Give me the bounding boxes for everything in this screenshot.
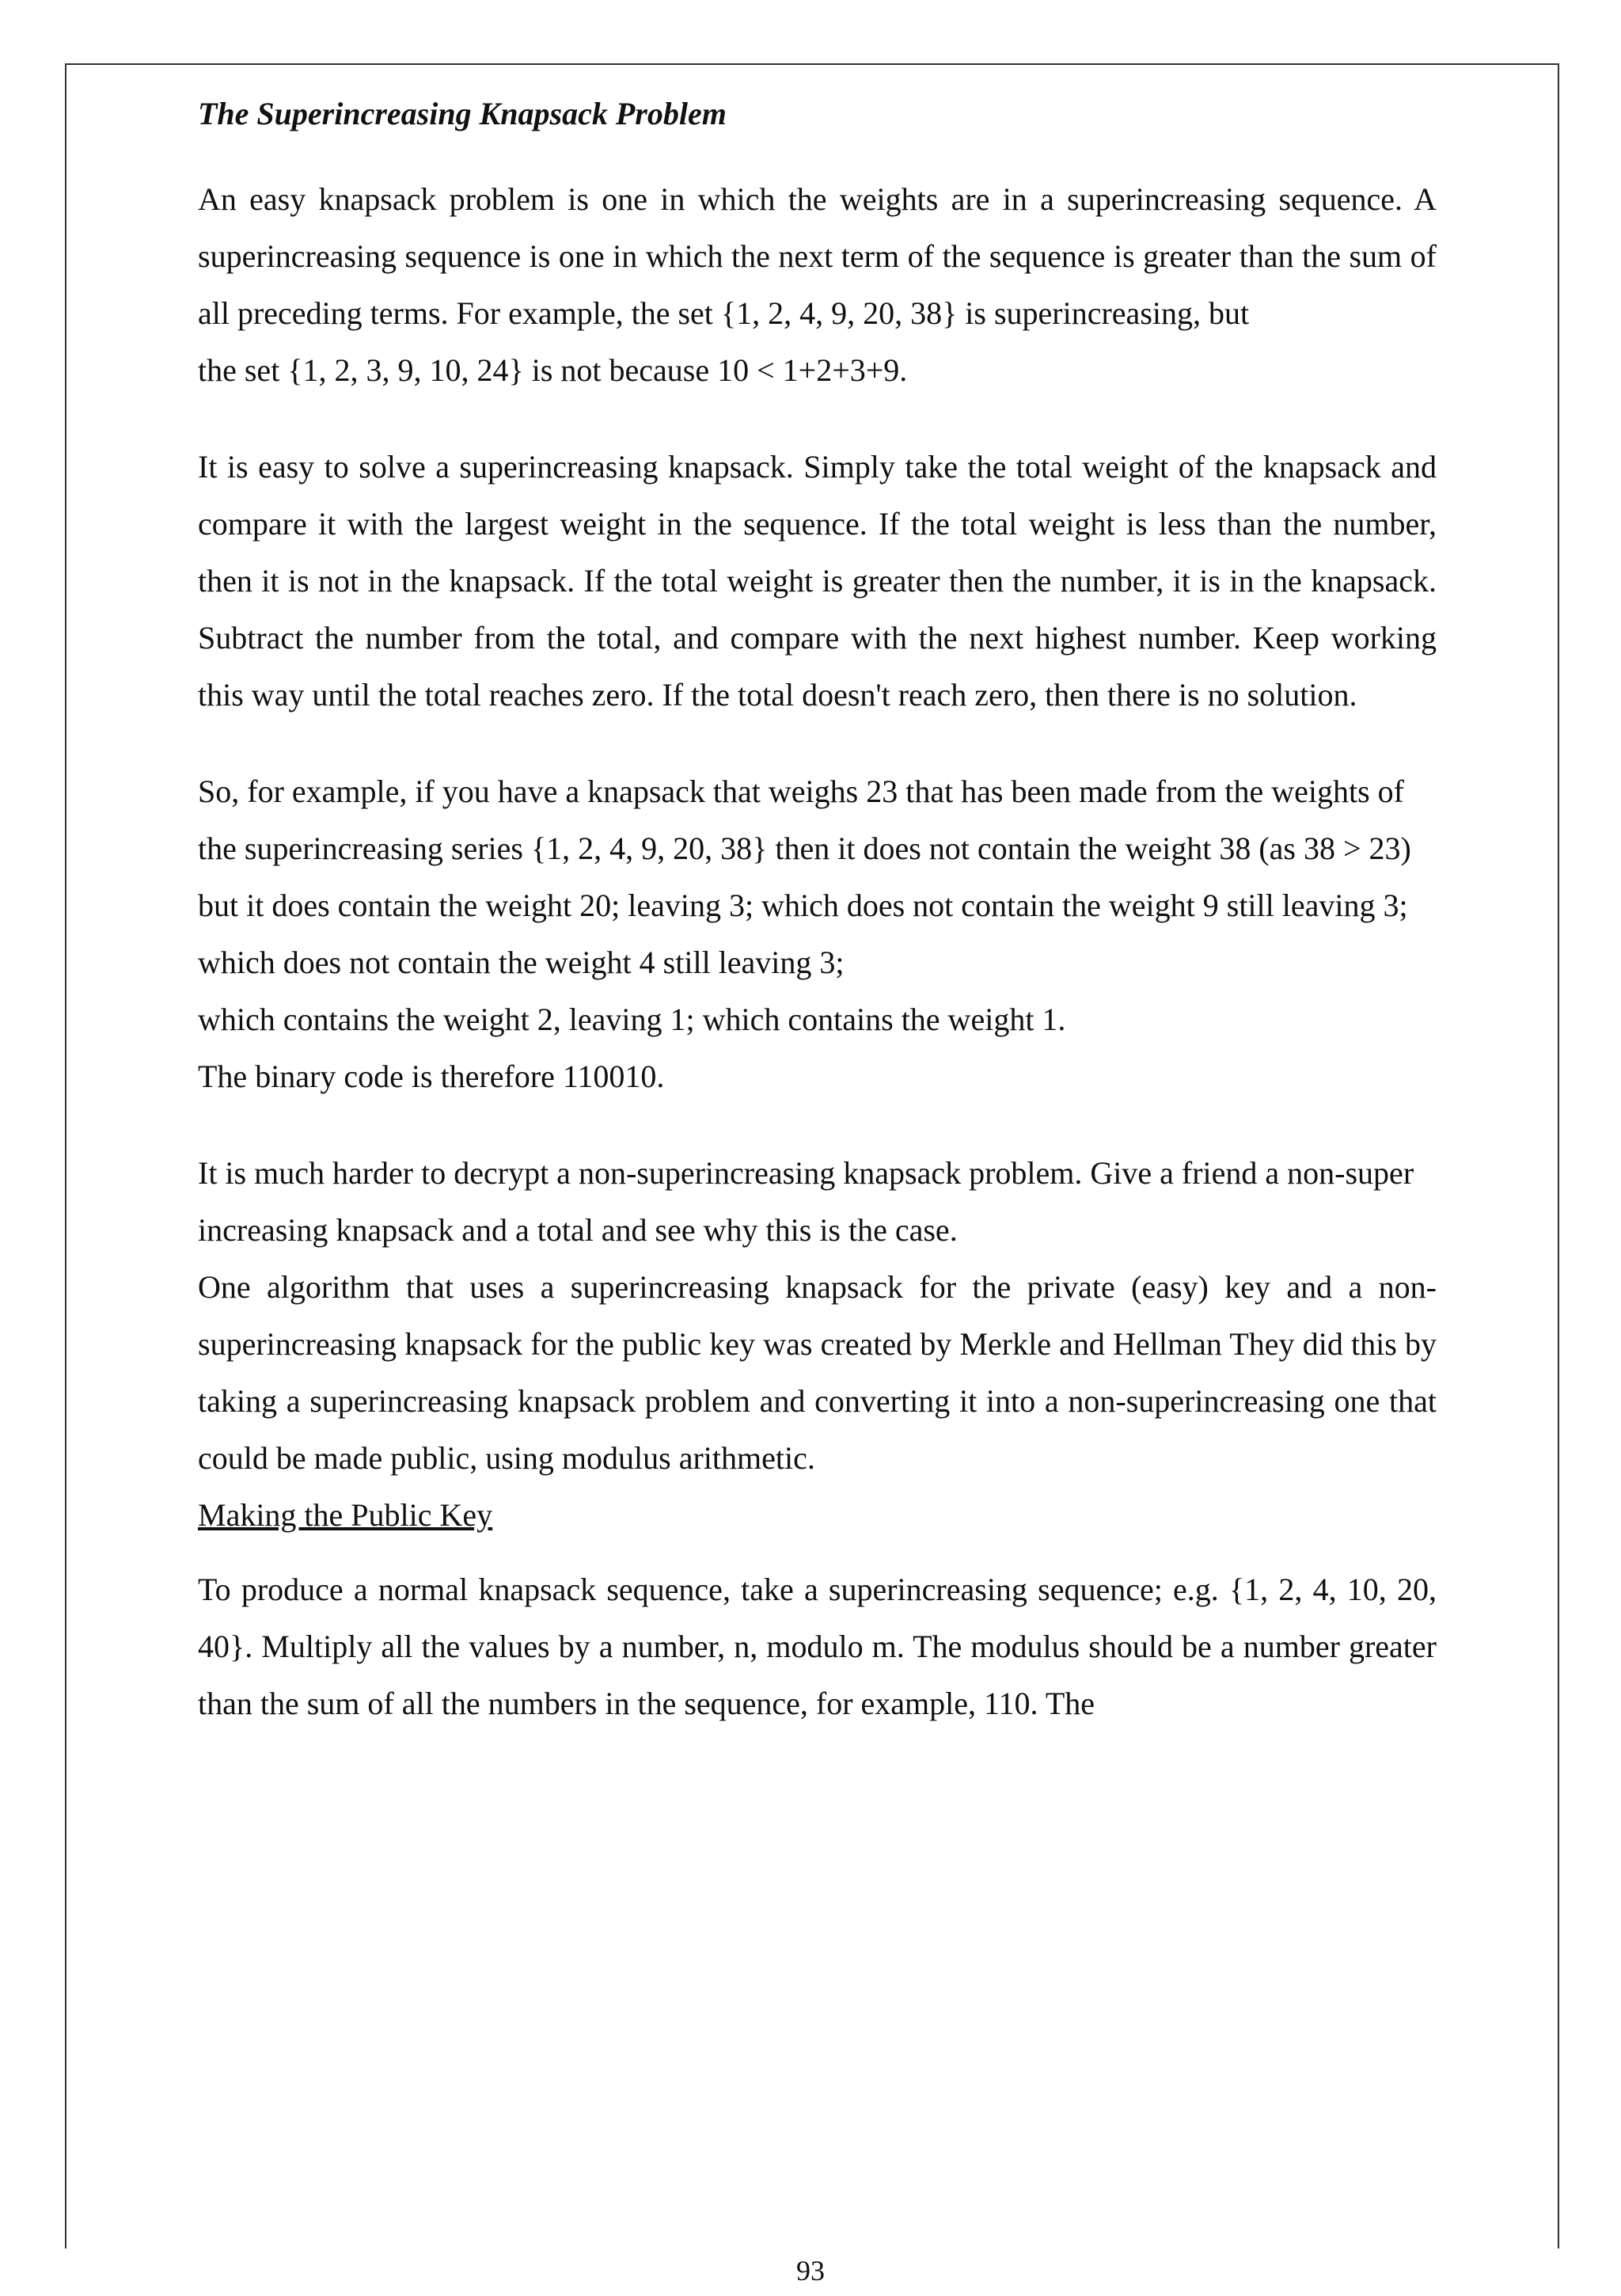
document-body xyxy=(198,87,1437,1732)
subheading-public-key: Making the Public Key xyxy=(198,1497,493,1533)
paragraph-4-line-2: One algorithm that uses a superincreasing knapsack for the private (easy) key and a non-superincreasing knapsack for the public key was created by Merkle and Hellman They did this by taking a superincreasing knapsack problem and converting it into a non-superincreasing one that could be made public, using modulus arithmetic. xyxy=(198,1269,1437,1476)
section-title: The Superincreasing Knapsack Problem xyxy=(198,96,727,131)
paragraph-1-line-2: the set {1, 2, 3, 9, 10, 24} is not because 10 < 1+2+3+9. xyxy=(198,352,908,388)
paragraph-4-line-1: It is much harder to decrypt a non-superincreasing knapsack problem. Give a friend a non-super increasing knapsack and a total and see why this is the case. xyxy=(198,1155,1414,1248)
paragraph-1-line-1: An easy knapsack problem is one in which the weights are in a superincreasing sequence. A superincreasing sequence is one in which the next term of the sequence is greater than the sum of all preceding terms. For example, the set {1, 2, 4, 9, 20, 38} is superincreasing, but xyxy=(198,181,1437,331)
paragraph-3-line-2: but it does contain the weight 20; leaving 3; which does not contain the weight 9 still leaving 3; which does not contain the weight 4 still leaving 3; xyxy=(198,888,1408,980)
page-number: 93 xyxy=(796,2255,825,2286)
paragraph-5: To produce a normal knapsack sequence, take a superincreasing sequence; e.g. {1, 2, 4, 10, 20, 40}. Multiply all the values by a number, n, modulo m. The modulus should be a number greater than the sum of all the numbers in the sequence, for example, 110. The xyxy=(198,1572,1437,1721)
paragraph-3-line-4: The binary code is therefore 110010. xyxy=(198,1059,665,1094)
paragraph-3-line-1: So, for example, if you have a knapsack that weighs 23 that has been made from the weights of the superincreasing series {1, 2, 4, 9, 20, 38} then it does not contain the weight 38 (as 38 > 23) xyxy=(198,774,1411,866)
paragraph-2: It is easy to solve a superincreasing knapsack. Simply take the total weight of the knapsack and compare it with the largest weight in the sequence. If the total weight is less than the number, then it is not in the knapsack. If the total weight is greater then the number, it is in the knapsack. Subtract the number from the total, and compare with the next highest number. Keep working this way until the total reaches zero. If the total doesn't reach zero, then there is no solution. xyxy=(198,449,1437,713)
paragraph-3-line-3: which contains the weight 2, leaving 1; which contains the weight 1. xyxy=(198,1002,1066,1037)
